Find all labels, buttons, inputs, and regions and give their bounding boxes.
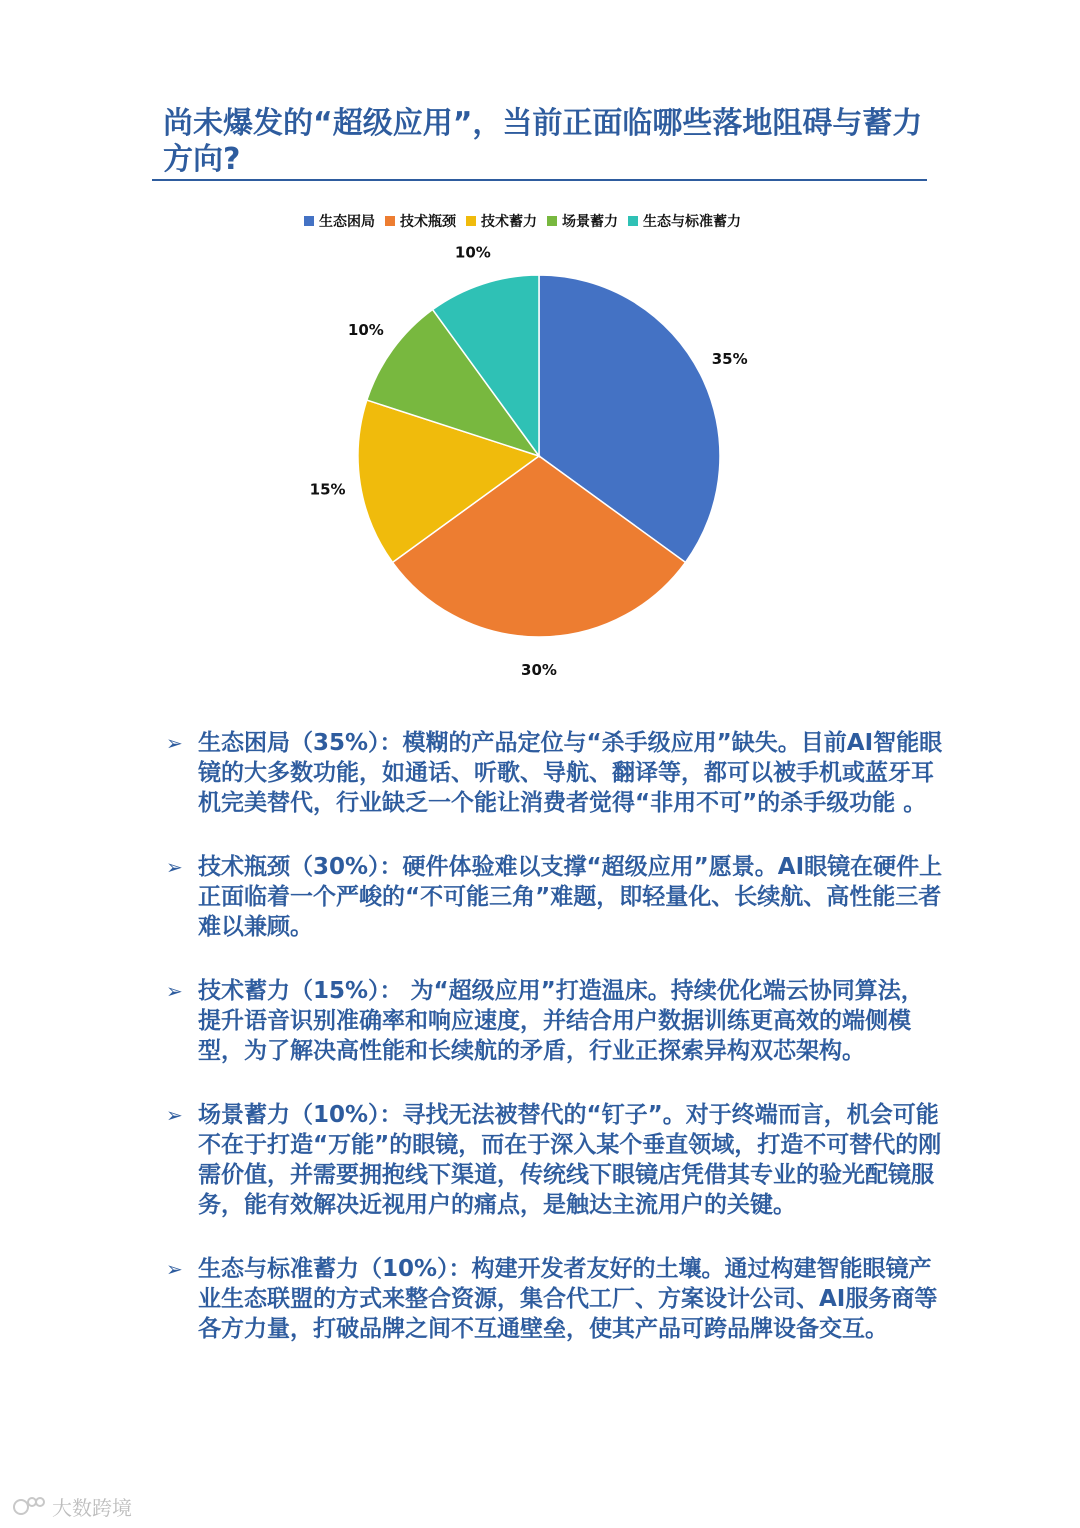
bullet-item xyxy=(166,1100,946,1220)
bullet-list xyxy=(166,728,946,1378)
bullet-text: 场景蓄力（10%）：寻找无法被替代的“钉子”。对于终端而言，机会可能不在于打造“万能”的眼镜，而在于深入某个垂直领域，打造不可替代的刚需价值，并需要拥抱线下渠道，传统线下眼镜店凭借其专业的验光配镜服务，能有效解决近视用户的痛点，是触达主流用户的关键。 xyxy=(198,1102,942,1218)
bullet-text: 技术蓄力（15%）： 为“超级应用”打造温床。持续优化端云协同算法，提升语音识别准确率和响应速度，并结合用户数据训练更高效的端侧模型，为了解决高性能和长续航的矛盾，行业正探索异构双芯架构。 xyxy=(198,978,924,1064)
bullet-item xyxy=(166,1254,946,1344)
legend-label: 生态困局 xyxy=(319,214,375,230)
data-label: 15% xyxy=(309,480,346,499)
bullet-text: 生态与标准蓄力（10%）：构建开发者友好的土壤。通过构建智能眼镜产业生态联盟的方式来整合资源，集合代工厂、方案设计公司、AI服务商等各方力量，打破品牌之间不互通壁垒，使其产品可跨品牌设备交互。 xyxy=(198,1256,938,1342)
arrow-icon: ➢ xyxy=(166,731,183,755)
page-title: 尚未爆发的“超级应用”，当前正面临哪些落地阻碍与蓄力方向? xyxy=(163,106,923,177)
legend-label: 生态与标准蓄力 xyxy=(643,214,741,230)
legend-label: 技术蓄力 xyxy=(481,214,537,230)
watermark-logo-icon xyxy=(12,1494,46,1520)
bullet-item xyxy=(166,852,946,942)
arrow-icon: ➢ xyxy=(166,979,183,1003)
watermark xyxy=(12,1492,132,1521)
bullet-item xyxy=(166,976,946,1066)
data-label: 10% xyxy=(347,321,384,340)
data-label: 35% xyxy=(711,349,748,368)
bullet-item xyxy=(166,728,946,818)
arrow-icon: ➢ xyxy=(166,855,183,879)
bullet-text: 技术瓶颈（30%）：硬件体验难以支撑“超级应用”愿景。AI眼镜在硬件上正面临着一个严峻的“不可能三角”难题，即轻量化、长续航、高性能三者难以兼顾。 xyxy=(198,854,943,940)
legend-label: 场景蓄力 xyxy=(562,214,618,230)
arrow-icon: ➢ xyxy=(166,1257,183,1281)
bullet-text: 生态困局（35%）：模糊的产品定位与“杀手级应用”缺失。目前AI智能眼镜的大多数功能，如通话、听歌、导航、翻译等，都可以被手机或蓝牙耳机完美替代，行业缺乏一个能让消费者觉得“非用不可”的杀手级功能 。 xyxy=(198,730,943,816)
data-label: 10% xyxy=(454,243,491,262)
data-label: 30% xyxy=(521,661,557,679)
legend-label: 技术瓶颈 xyxy=(400,214,456,230)
watermark-text: 大数跨境 xyxy=(52,1496,132,1520)
arrow-icon: ➢ xyxy=(166,1103,183,1127)
pie-chart xyxy=(0,0,1080,700)
